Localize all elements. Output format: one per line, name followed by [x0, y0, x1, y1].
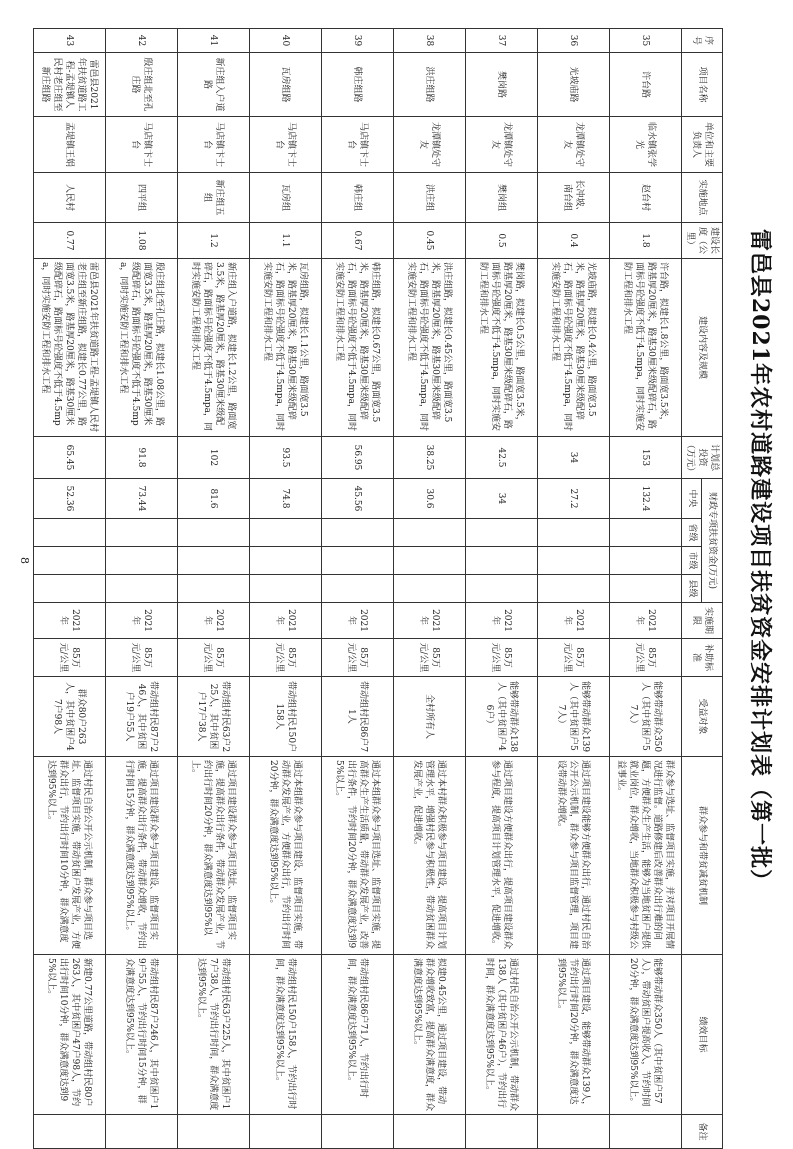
cell-period: 2021年	[105, 603, 177, 639]
cell-central: 45.56	[321, 479, 393, 519]
cell-central: 73.44	[105, 479, 177, 519]
cell-location: 瓦房组	[249, 173, 321, 223]
cell-subsidy: 85万元/公里	[321, 639, 393, 677]
cell-length: 1.2	[177, 223, 249, 259]
cell-seq: 35	[609, 29, 681, 53]
cell-beneficiary: 能够带动群众139人（其中贫困户57人）	[537, 677, 609, 757]
cell-content: 洪庄组路，拟建长0.45公里，路面宽3.5米，路基厚20厘米，路基30厘米级配碎石，路面标号砼强度不低于4.5mpa，同时实施安防工程和排水工程	[393, 259, 465, 437]
cell-mechanism: 通过本村群众积极参与项目建设，提高项目计划管理水平，增强村民参与积极性，带动贫困群众发展产业，促进增收。	[393, 757, 465, 955]
cell-county	[105, 575, 177, 603]
cell-name: 雷邑县2021年扶贫道路工程-孟堤镇人民村老庄组至新庄组路	[33, 53, 105, 117]
cell-total: 38.25	[393, 437, 465, 479]
table-row	[33, 29, 105, 1149]
cell-name: 洪庄组路	[393, 53, 465, 117]
cell-central: 27.2	[537, 479, 609, 519]
cell-city	[609, 547, 681, 575]
cell-total: 102	[177, 437, 249, 479]
header-city: 市级	[681, 547, 702, 575]
cell-total: 91.8	[105, 437, 177, 479]
cell-length: 0.45	[393, 223, 465, 259]
cell-central: 30.6	[393, 479, 465, 519]
cell-content: 新庄组入户道路，拟建长1.2公里，路面宽3.5米，路基厚20厘米，路基30厘米级配碎石，路面标号砼强度不低于4.5mpa，同时实施安防工程和排水工程	[177, 259, 249, 437]
cell-city	[537, 547, 609, 575]
cell-name: 樊岗路	[465, 53, 537, 117]
cell-unit: 龙潭镇处守友	[393, 117, 465, 173]
cell-total: 65.45	[33, 437, 105, 479]
cell-county	[177, 575, 249, 603]
cell-note	[393, 1115, 465, 1149]
cell-location: 长冲坡、南台组	[537, 173, 609, 223]
cell-county	[33, 575, 105, 603]
cell-content: 殷庄组北至孔庄路，拟建长1.08公里，路面宽3.5米，路基厚20厘米，路基30厘米级配碎石，路面标号砼强度不低于4.5mpa，同时实施安防工程和排水工程	[105, 259, 177, 437]
cell-location: 韩庄组	[321, 173, 393, 223]
cell-note	[105, 1115, 177, 1149]
cell-city	[105, 547, 177, 575]
table-row	[321, 29, 393, 1149]
cell-city	[249, 547, 321, 575]
cell-total: 42.5	[465, 437, 537, 479]
project-table	[33, 28, 723, 1149]
cell-province	[465, 519, 537, 547]
cell-period: 2021年	[609, 603, 681, 639]
cell-mechanism: 通过村民自治公开公示机制，群众参与项目选址、监督项目实施，带动贫困户发展产业，方便群众出行，节约出行时间10分钟，群众满意度达到95%以上。	[33, 757, 105, 955]
table-row	[465, 29, 537, 1149]
cell-county	[249, 575, 321, 603]
header-unit: 单位和主要负责人	[681, 117, 722, 173]
cell-central: 74.8	[249, 479, 321, 519]
cell-city	[321, 547, 393, 575]
table-row	[393, 29, 465, 1149]
cell-subsidy: 85万元/公里	[177, 639, 249, 677]
cell-note	[465, 1115, 537, 1149]
cell-goal: 拟建0.45公里，通过项目建设，带动群众增收致富，提高群众满意度，群众满意度达到95%以上。	[393, 955, 465, 1115]
cell-period: 2021年	[177, 603, 249, 639]
header-row-1	[702, 29, 723, 1149]
cell-location: 四平组	[105, 173, 177, 223]
cell-unit: 临水镇张学光	[609, 117, 681, 173]
cell-city	[465, 547, 537, 575]
header-content: 建设内容及规模	[681, 259, 722, 437]
cell-period: 2021年	[249, 603, 321, 639]
cell-length: 1.08	[105, 223, 177, 259]
header-note: 备注	[681, 1115, 722, 1149]
cell-central: 34	[465, 479, 537, 519]
cell-mechanism: 通过本组群众参与项目建设、监督项目实施，带动群众发展产业，方便群众出行，节约出行时间20分钟，群众满意度达到95%以上。	[249, 757, 321, 955]
cell-location: 新庄组五组	[177, 173, 249, 223]
cell-beneficiary: 全村所有人	[393, 677, 465, 757]
cell-goal: 带动组村民87户246人，其中贫困户19户55人，节约出行时间15分钟，群众满意度达到95%以上。	[105, 955, 177, 1115]
cell-goal: 带动组村民86户71人，节约出行时间，群众满意度达到95%以上。	[321, 955, 393, 1115]
cell-province	[537, 519, 609, 547]
cell-location: 洪庄组	[393, 173, 465, 223]
cell-beneficiary: 能够带动群众138人（其中贫困户46户）	[465, 677, 537, 757]
header-fund-group: 财政专项扶贫资金(万元)	[702, 479, 723, 603]
cell-note	[609, 1115, 681, 1149]
cell-unit: 马店镇卞士台	[177, 117, 249, 173]
cell-content: 樊岗路，拟建长0.5公里，路面宽3.5米，路基厚20厘米，路基30厘米级配碎石，路面标号砼强度不低于4.5mpa，同时实施安防工程和排水工程	[465, 259, 537, 437]
cell-total: 93.5	[249, 437, 321, 479]
cell-content: 韩庄组路，拟建长0.67公里，路面宽3.5米，路基厚20厘米，路基30厘米级配碎石，路面标号砼强度不低于4.5mpa，同时实施安防工程和排水工程	[321, 259, 393, 437]
header-name: 项目名称	[681, 53, 722, 117]
cell-county	[321, 575, 393, 603]
cell-county	[537, 575, 609, 603]
cell-length: 1.8	[609, 223, 681, 259]
cell-unit: 马店镇卞士台	[249, 117, 321, 173]
cell-period: 2021年	[537, 603, 609, 639]
cell-content: 雷邑县2021年扶贫道路工程-孟堤镇人民村老庄组至新庄组路，拟建长0.77公里，路面宽3.5米，路基厚20厘米，路基30厘米级配碎石，路面标号砼强度不低于4.5mpa，同时实施安防工程和排水工程	[33, 259, 105, 437]
cell-length: 0.5	[465, 223, 537, 259]
cell-mechanism: 通过本组群众参与项目选址、监督项目实施，提高群众生产生活质量，带动群众发展产业，改善出行条件，节约时间20分钟，群众满意度达到95%以上。	[321, 757, 393, 955]
cell-seq: 36	[537, 29, 609, 53]
cell-name: 新庄组入户道路	[177, 53, 249, 117]
cell-subsidy: 85万元/公里	[393, 639, 465, 677]
cell-seq: 43	[33, 29, 105, 53]
cell-mechanism: 群众参与选址、监督项目实施，并对项目开展情况进行监督。道路修建后改善群众出行难的问题，方便群众生产生活，能够为当地贫困户提供就业岗位，群众增收，当地群众积极参与村级公益事业。	[609, 757, 681, 955]
cell-unit: 龙潭镇处守友	[537, 117, 609, 173]
cell-beneficiary: 带动组村民87户246人，其中贫困户19户55人	[105, 677, 177, 757]
cell-beneficiary: 能够带动群众350人（其中贫困户57人）	[609, 677, 681, 757]
cell-subsidy: 85万元/公里	[249, 639, 321, 677]
header-county: 县级	[681, 575, 702, 603]
cell-total: 153	[609, 437, 681, 479]
cell-unit: 龙潭镇处守友	[465, 117, 537, 173]
cell-goal: 带动组村民63户225人，其中贫困户17户38人，节约出行时间，群众满意度达到95%以上。	[177, 955, 249, 1115]
cell-subsidy: 85万元/公里	[465, 639, 537, 677]
header-total: 计划总投资（万元）	[681, 437, 722, 479]
cell-total: 34	[537, 437, 609, 479]
cell-central: 81.6	[177, 479, 249, 519]
header-province: 省级	[681, 519, 702, 547]
cell-length: 0.67	[321, 223, 393, 259]
header-period: 实施期限	[681, 603, 722, 639]
cell-note	[249, 1115, 321, 1149]
cell-seq: 40	[249, 29, 321, 53]
cell-period: 2021年	[465, 603, 537, 639]
cell-seq: 41	[177, 29, 249, 53]
table-row	[609, 29, 681, 1149]
cell-content: 光坡庙路，拟建长0.4公里，路面宽3.5米，路基厚20厘米，路基30厘米级配碎石，路面标号砼强度不低于4.5mpa，同时实施安防工程和排水工程	[537, 259, 609, 437]
cell-mechanism: 通过项目建设能够方便群众出行，通过村民自治公开公示机制，群众参与项目监督管理，项目建设带动群众增收。	[537, 757, 609, 955]
header-beneficiary: 受益对象	[681, 677, 722, 757]
cell-name: 韩庄组路	[321, 53, 393, 117]
header-mechanism: 群众参与和带贫减贫机制	[681, 757, 722, 955]
cell-note	[177, 1115, 249, 1149]
cell-period: 2021年	[33, 603, 105, 639]
table-row	[105, 29, 177, 1149]
document-title: 雷邑县2021年农村道路建设项目扶贫资金安排计划表（第一批）	[747, 228, 773, 893]
header-subsidy: 补助标准	[681, 639, 722, 677]
cell-central: 52.36	[33, 479, 105, 519]
cell-central: 132.4	[609, 479, 681, 519]
cell-goal: 通过项目建设，能够带动群众139人，节约出行时间20分钟，群众满意度达到95%以上。	[537, 955, 609, 1115]
cell-seq: 42	[105, 29, 177, 53]
cell-county	[609, 575, 681, 603]
cell-subsidy: 85万元/公里	[105, 639, 177, 677]
cell-subsidy: 85万元/公里	[537, 639, 609, 677]
cell-mechanism: 通过项目建设群众参与项目建设、监督项目实施，提高群众出行条件，带动群众增收，节约出行时间15分钟，群众满意度达到95%以上。	[105, 757, 177, 955]
cell-goal: 能够带动群众350人（其中贫困户57人），带动贫困户提高收入，节约时间20分钟，群众满意度达到95%以上。	[609, 955, 681, 1115]
header-central: 中央	[681, 479, 702, 519]
cell-city	[177, 547, 249, 575]
table-row	[177, 29, 249, 1149]
cell-beneficiary: 带动组村民86户71人	[321, 677, 393, 757]
cell-name: 许台路	[609, 53, 681, 117]
page-number: 8	[18, 557, 31, 564]
cell-period: 2021年	[321, 603, 393, 639]
cell-period: 2021年	[393, 603, 465, 639]
cell-content: 许台路，拟建长1.8公里，路面宽3.5米，路基厚20厘米，路基30厘米级配碎石，路面标号砼强度不低于4.5mpa，同时实施安防工程和排水工程	[609, 259, 681, 437]
cell-length: 0.77	[33, 223, 105, 259]
header-seq: 序号	[681, 29, 722, 53]
header-goal: 绩效目标	[681, 955, 722, 1115]
cell-name: 瓦房组路	[249, 53, 321, 117]
cell-goal: 带动组村民150户158人，节约出行时间，群众满意度达到95%以上。	[249, 955, 321, 1115]
cell-length: 1.1	[249, 223, 321, 259]
cell-beneficiary: 带动组村民150户158人	[249, 677, 321, 757]
cell-city	[33, 547, 105, 575]
table-row	[249, 29, 321, 1149]
cell-province	[177, 519, 249, 547]
cell-location: 人民村	[33, 173, 105, 223]
cell-subsidy: 85万元/公里	[33, 639, 105, 677]
cell-subsidy: 85万元/公里	[609, 639, 681, 677]
cell-province	[393, 519, 465, 547]
cell-unit: 孟堤镇王娟	[33, 117, 105, 173]
cell-length: 0.4	[537, 223, 609, 259]
header-location: 实施地点	[681, 173, 722, 223]
cell-mechanism: 通过项目建设群众参与项目选址、监督项目实施，提高群众出行条件，带动群众发展产业，节约出行时间20分钟，群众满意度达到95%以上。	[177, 757, 249, 955]
header-length: 建设长度（公里）	[681, 223, 722, 259]
table-row	[537, 29, 609, 1149]
cell-goal: 通过村民自治公开公示机制，带动群众138人（其中贫困户46户），节约出行时间，群众满意度达到95%以上。	[465, 955, 537, 1115]
cell-province	[321, 519, 393, 547]
cell-city	[393, 547, 465, 575]
cell-county	[393, 575, 465, 603]
cell-goal: 新建0.77公里道路，带动组村民80户263人，其中贫困户47户98人，节约出行时间10分钟，群众满意度达到95%以上。	[33, 955, 105, 1115]
cell-county	[465, 575, 537, 603]
cell-province	[609, 519, 681, 547]
table-body	[33, 29, 681, 1149]
cell-note	[537, 1115, 609, 1149]
cell-unit: 马店镇卞士台	[105, 117, 177, 173]
cell-note	[33, 1115, 105, 1149]
cell-beneficiary: 带动组村民63户225人，其中贫困户17户38人	[177, 677, 249, 757]
cell-unit: 马店镇卞士台	[321, 117, 393, 173]
cell-beneficiary: 群众80户263人，其中贫困户47户98人	[33, 677, 105, 757]
cell-name: 殷庄组北至孔庄路	[105, 53, 177, 117]
cell-province	[33, 519, 105, 547]
cell-mechanism: 通过项目建设方便群众出行，提高项目建设群众参与程度，提高项目计划管理水平，促进增收。	[465, 757, 537, 955]
cell-seq: 39	[321, 29, 393, 53]
cell-seq: 38	[393, 29, 465, 53]
cell-province	[249, 519, 321, 547]
cell-location: 赵台村	[609, 173, 681, 223]
cell-seq: 37	[465, 29, 537, 53]
cell-location: 樊岗组	[465, 173, 537, 223]
cell-content: 瓦房组路，拟建长1.1公里，路面宽3.5米，路基厚20厘米，路基30厘米级配碎石，路面标号砼强度不低于4.5mpa，同时实施安防工程和排水工程	[249, 259, 321, 437]
cell-name: 光坡庙路	[537, 53, 609, 117]
cell-total: 56.95	[321, 437, 393, 479]
cell-note	[321, 1115, 393, 1149]
cell-province	[105, 519, 177, 547]
